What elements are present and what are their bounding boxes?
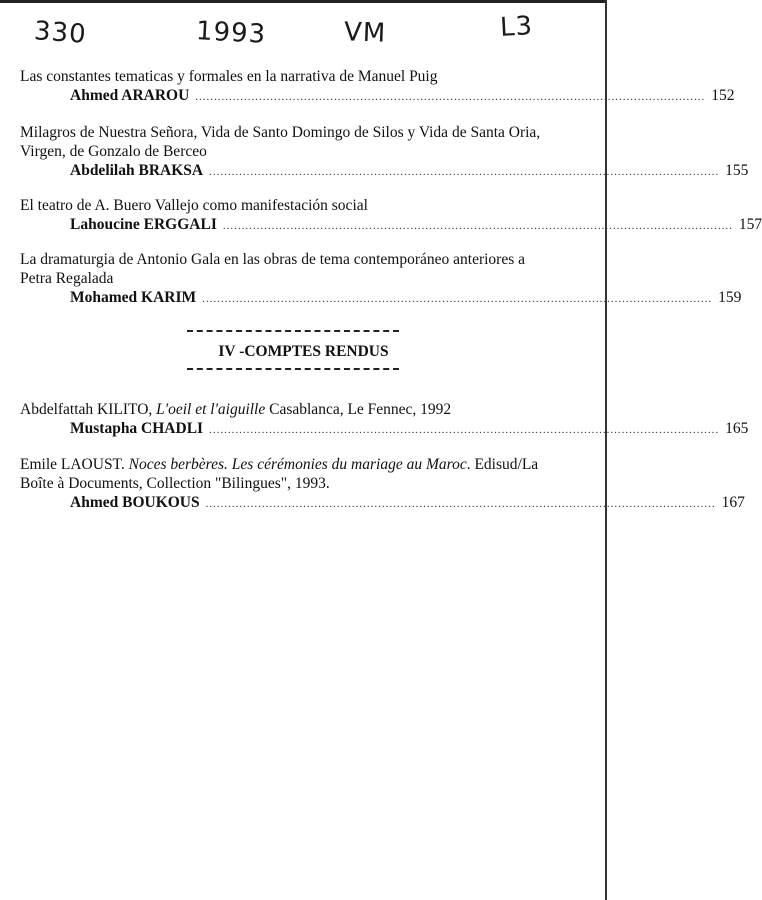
handwritten-note-3: VM (343, 17, 387, 49)
section-rule-bottom (187, 368, 399, 370)
reviewer: Ahmed BOUKOUS (70, 494, 200, 511)
review-work-title: Noces berbères. Les cérémonies du mariage au Maroc (128, 456, 467, 473)
review-entry-2 (20, 455, 745, 514)
section-heading: IV -COMPTES RENDUS (218, 343, 389, 360)
leader-dots: ........................................................................................................................................ (222, 220, 733, 232)
review-publisher: Casablanca, Le Fennec, 1992 (269, 401, 452, 418)
review-title (20, 400, 580, 419)
reviewer: Mustapha CHADLI (70, 420, 204, 437)
entry-page: 155 (725, 162, 749, 179)
review-page: 167 (721, 494, 745, 511)
handwritten-note-2: 1993 (195, 16, 267, 50)
entry-author: Mohamed KARIM (70, 289, 197, 306)
leader-dots: ........................................................................................................................................ (195, 91, 706, 103)
toc-entry-3 (20, 196, 762, 236)
scan-right-edge (605, 0, 607, 900)
entry-author-line (20, 288, 742, 309)
review-page: 165 (725, 420, 749, 437)
entry-page: 157 (738, 216, 762, 233)
review-entry-1 (20, 400, 749, 440)
section-rule-top (187, 330, 399, 332)
entry-author: Abdelilah BRAKSA (70, 162, 204, 179)
leader-dots: ........................................................................................................................................ (209, 166, 720, 178)
entry-author-line (20, 215, 762, 236)
leader-dots: ........................................................................................................................................ (209, 424, 720, 436)
entry-author-line (20, 86, 735, 107)
entry-author: Ahmed ARAROU (70, 87, 190, 104)
leader-dots: ........................................................................................................................................ (205, 498, 716, 510)
entry-title: El teatro de A. Buero Vallejo como manifestación social (20, 197, 368, 214)
review-title-line-1 (20, 455, 580, 474)
entry-title: Las constantes tematicas y formales en la narrativa de Manuel Puig (20, 68, 438, 85)
review-reviewer-line (20, 419, 749, 440)
entry-title-line-1: La dramaturgia de Antonio Gala en las obras de tema contemporáneo anteriores a (20, 251, 525, 268)
toc-entry-4 (20, 250, 742, 309)
review-reviewer-line (20, 493, 745, 514)
review-work-title: L'oeil et l'aiguille (156, 401, 266, 418)
leader-dots: ........................................................................................................................................ (202, 293, 713, 305)
entry-title-line-2: Virgen, de Gonzalo de Berceo (20, 143, 207, 160)
review-author-name: Emile LAOUST. (20, 456, 125, 473)
entry-page: 159 (718, 289, 742, 306)
entry-author: Lahoucine ERGGALI (70, 216, 217, 233)
entry-author-line (20, 161, 749, 182)
review-title-line-2: Boîte à Documents, Collection "Bilingues", 1993. (20, 475, 330, 492)
toc-entry-1 (20, 67, 735, 107)
entry-title-line-2: Petra Regalada (20, 270, 114, 287)
scan-top-edge (0, 0, 607, 3)
handwritten-note-4: L3 (499, 11, 534, 43)
handwritten-note-1: 330 (33, 16, 88, 50)
review-author-name: Abdelfattah KILITO, (20, 401, 153, 418)
entry-page: 152 (711, 87, 735, 104)
review-publisher-part-1: . Edisud/La (466, 456, 539, 473)
toc-entry-2 (20, 123, 749, 182)
entry-title-line-1: Milagros de Nuestra Señora, Vida de Santo Domingo de Silos y Vida de Santa Oria, (20, 124, 541, 141)
